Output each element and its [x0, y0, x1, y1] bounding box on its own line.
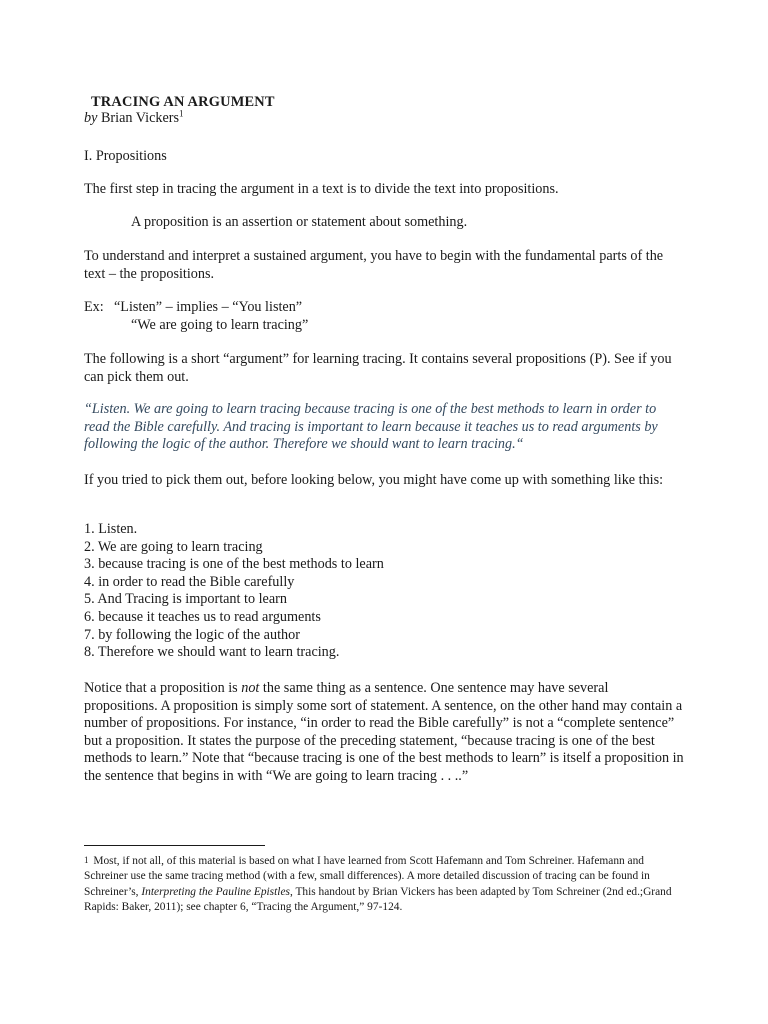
- list-item: 8. Therefore we should want to learn tracing.: [84, 644, 340, 661]
- example-line-2: “We are going to learn tracing”: [131, 317, 309, 333]
- list-item: 6. because it teaches us to read arguments: [84, 608, 321, 625]
- document-title: TRACING AN ARGUMENT: [91, 94, 275, 110]
- example-line-1: [84, 299, 684, 317]
- footnote-reference[interactable]: 1: [179, 108, 184, 119]
- example-text-1: “Listen” – implies – “You listen”: [114, 299, 303, 315]
- paragraph-following: The following is a short “argument” for learning tracing. It contains several propositions (P). See if you can pick them out.: [84, 351, 672, 385]
- list-item: 1. Listen.: [84, 521, 138, 537]
- footnote: [84, 853, 684, 916]
- example-label: Ex:: [84, 299, 104, 315]
- footnote-text-part2: , This handout by Brian Vickers has been adapted by Tom Schreiner (2nd ed.;Grand Rapids: Baker, 2011); see chapter 6, “Tracing the Argument,” 97-124.: [84, 885, 672, 914]
- list-item: 5. And Tracing is important to learn: [84, 591, 287, 608]
- footnote-number: 1: [84, 855, 89, 865]
- paragraph-notice: [84, 680, 684, 786]
- byline-author: Brian Vickers: [97, 110, 180, 126]
- paragraph-notice-part2: the same thing as a sentence. One sentence may have several propositions. A proposition is simply some sort of statement. A sentence, on the other hand may contain a number of propositions. For instance, “in order to read the Bible carefully” is not a “complete sentence” but a proposition. It states the purpose of the preceding statement, “because tracing is one of the best methods to learn.” Note that “because tracing is one of the best methods to learn” is itself a proposition in the sentence that begins in with “We are going to learn tracing . . ..”: [84, 680, 684, 784]
- section-heading-propositions: I. Propositions: [84, 148, 167, 164]
- byline: [84, 110, 684, 128]
- paragraph-notice-part1: Notice that a proposition is: [84, 680, 242, 696]
- footnote-book-title: Interpreting the Pauline Epistles: [141, 885, 290, 898]
- paragraph-understand: To understand and interpret a sustained argument, you have to begin with the fundamental parts of the text – the propositions.: [84, 248, 664, 282]
- list-item: 7. by following the logic of the author: [84, 626, 300, 643]
- paragraph-first-step: The first step in tracing the argument in a text is to divide the text into propositions.: [84, 181, 559, 197]
- list-item: 4. in order to read the Bible carefully: [84, 573, 295, 590]
- argument-quote: “Listen. We are going to learn tracing because tracing is one of the best methods to learn in order to read the Bible carefully. And tracing is important to learn because it teaches us to read arguments by following the logic of the author. Therefore we should want to learn tracing.“: [84, 401, 658, 453]
- list-item: 2. We are going to learn tracing: [84, 538, 263, 555]
- list-item: 3. because tracing is one of the best methods to learn: [84, 556, 384, 573]
- byline-by: by: [84, 110, 98, 126]
- propositions-list: [84, 521, 684, 662]
- paragraph-if-you-tried: If you tried to pick them out, before looking below, you might have come up with something like this:: [84, 472, 664, 488]
- footnote-text-part1: Most, if not all, of this material is based on what I have learned from Scott Hafemann and Tom Schreiner. Hafemann and Schreiner use the same tracing method (with a few, small differences). A more detailed discussion of tracing can be found in Schreiner’s,: [84, 855, 650, 898]
- definition-statement: A proposition is an assertion or statement about something.: [131, 214, 468, 230]
- footnote-divider: [84, 845, 265, 846]
- paragraph-notice-emphasis: not: [241, 680, 260, 696]
